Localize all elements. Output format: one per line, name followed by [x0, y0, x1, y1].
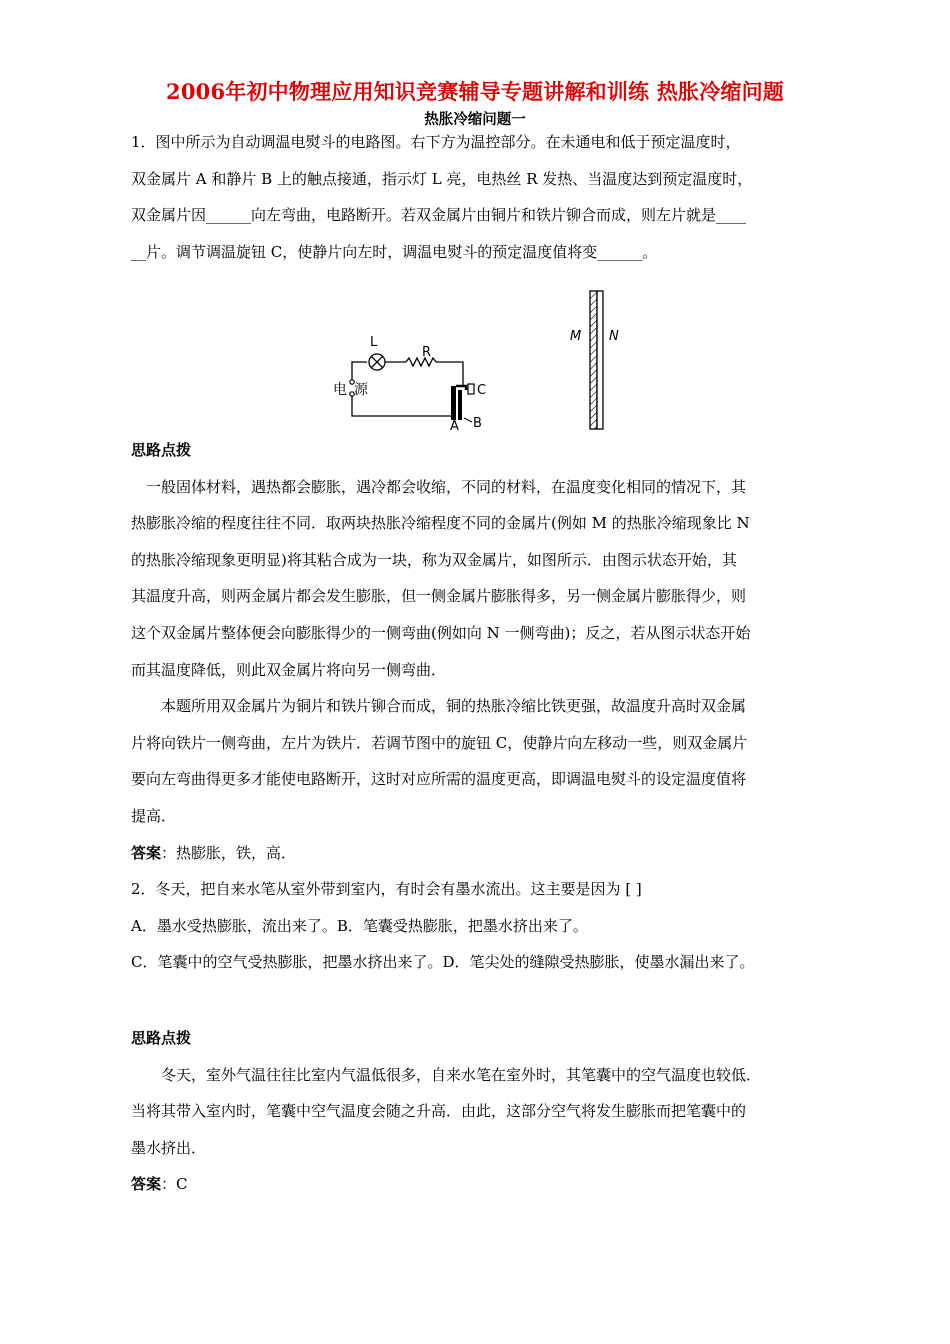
answer-1 [131, 835, 821, 872]
hint-section-2 [131, 1020, 821, 1203]
answer-text: ：C [161, 1175, 188, 1194]
hint-line: 当将其带入室内时，笔囊中空气温度会随之升高．由此，这部分空气将发生膨胀而把笔囊中的 [131, 1102, 747, 1121]
circuit-diagram [330, 330, 505, 435]
question-1 [131, 124, 821, 270]
power-label-1: 电 [333, 382, 347, 398]
hint-heading: 思路点拨 [131, 1029, 192, 1047]
hint-heading: 思路点拨 [131, 441, 192, 459]
section-subtitle: 热胀冷缩问题一 [424, 111, 526, 128]
question-1-line: __片。调节调温旋钮 C，使静片向左时，调温电熨斗的预定温度值将变______。 [131, 242, 658, 261]
hint-line: 这个双金属片整体便会向膨胀得少的一侧弯曲(例如向 N 一侧弯曲)；反之，若从图示状态开始 [131, 623, 751, 642]
question-2-stem: 2．冬天，把自来水笔从室外带到室内，有时会有墨水流出。这主要是因为 [ ] [131, 880, 642, 899]
question-2-options-ab: A．墨水受热膨胀，流出来了。B．笔囊受热膨胀，把墨水挤出来了。 [131, 916, 588, 935]
strip-a-label: A [450, 419, 459, 434]
bimetal-strip-figure [565, 288, 625, 433]
hint-section-1 [131, 432, 821, 981]
hint-line: 而其温度降低，则此双金属片将向另一侧弯曲． [131, 660, 447, 679]
question-1-line: 1．图中所示为自动调温电熨斗的电路图。右下方为温控部分。在未通电和低于预定温度时， [131, 133, 741, 151]
knob-c-label: C [477, 383, 487, 398]
strip-m-label: M [570, 329, 582, 344]
hint-line: 提高． [131, 806, 177, 825]
answer-label: 答案 [131, 843, 162, 862]
question-1-line: 双金属片因______向左弯曲，电路断开。若双金属片由铜片和铁片铆合而成，则左片就是____ [131, 206, 747, 225]
hint-line: 热膨胀冷缩的程度往往不同．取两块热胀冷缩程度不同的金属片(例如 M 的热胀冷缩现象比 N [131, 514, 750, 533]
strip-b-label: B [473, 416, 482, 431]
hint-line: 墨水挤出． [131, 1138, 207, 1157]
answer-2 [131, 1166, 821, 1203]
hint-line: 其温度升高，则两金属片都会发生膨胀，但一侧金属片膨胀得多，另一侧金属片膨胀得少，则 [131, 587, 747, 606]
hint-line: 冬天，室外气温往往比室内气温低很多，自来水笔在室外时，其笔囊中的空气温度也较低． [161, 1065, 762, 1084]
question-1-line: 双金属片 A 和静片 B 上的触点接通，指示灯 L 亮，电热丝 R 发热、当温度达到预定温度时， [131, 169, 753, 188]
hint-line: 本题所用双金属片为铜片和铁片铆合而成，铜的热胀冷缩比铁更强，故温度升高时双金属 [161, 697, 747, 716]
hint-line: 的热胀冷缩现象更明显)将其粘合成为一块，称为双金属片，如图所示．由图示状态开始，其 [131, 550, 737, 569]
resistor-label: R [422, 345, 432, 360]
document-title: 2006年初中物理应用知识竞赛辅导专题讲解和训练 热胀冷缩问题 [166, 79, 784, 104]
answer-text: ：热膨胀，铁，高． [161, 843, 297, 862]
lamp-label: L [370, 335, 378, 350]
answer-label: 答案 [131, 1175, 162, 1194]
hint-line: 一般固体材料，遇热都会膨胀，遇冷都会收缩，不同的材料，在温度变化相同的情况下，其 [146, 477, 747, 496]
power-label-2: 源 [354, 382, 368, 398]
hint-line: 要向左弯曲得更多才能使电路断开，这时对应所需的温度更高，即调温电熨斗的设定温度值将 [131, 770, 747, 789]
question-2-options-cd: C．笔囊中的空气受热膨胀，把墨水挤出来了。D．笔尖处的缝隙受热膨胀，使墨水漏出来了。 [131, 953, 755, 972]
strip-n-label: N [609, 329, 619, 344]
hint-line: 片将向铁片一侧弯曲，左片为铁片．若调节图中的旋钮 C，使静片向左移动一些，则双金属片 [131, 733, 748, 752]
